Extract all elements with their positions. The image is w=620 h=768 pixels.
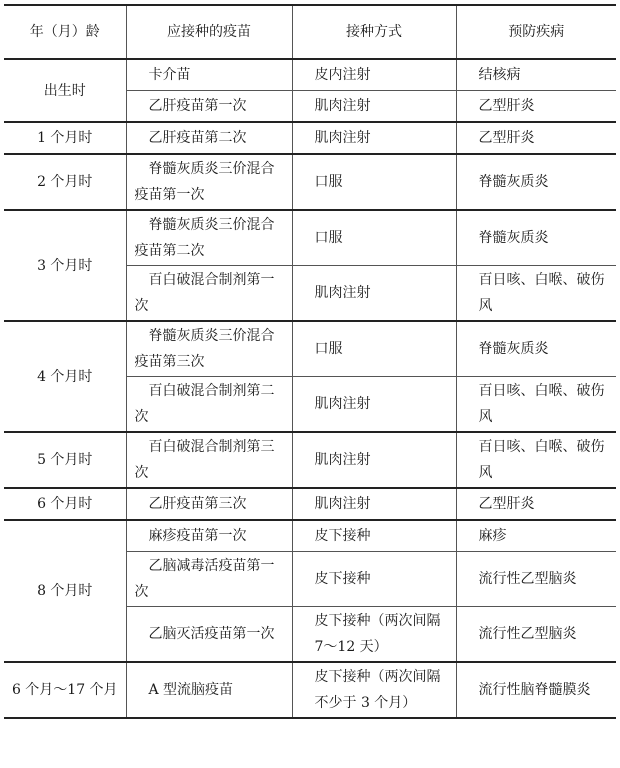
table-row xyxy=(4,122,616,154)
disease-cell: 乙型肝炎 xyxy=(456,488,616,520)
vaccine-cell: 乙脑减毒活疫苗第一次 xyxy=(126,552,292,607)
header-disease: 预防疾病 xyxy=(456,5,616,59)
disease-cell: 麻疹 xyxy=(456,520,616,552)
age-cell: 6 个月时 xyxy=(4,488,126,520)
vaccine-cell: A 型流脑疫苗 xyxy=(126,662,292,718)
method-cell: 口服 xyxy=(292,154,456,210)
age-cell: 5 个月时 xyxy=(4,432,126,488)
table-row xyxy=(4,59,616,91)
table-row xyxy=(4,321,616,377)
method-cell: 肌肉注射 xyxy=(292,122,456,154)
header-row xyxy=(4,5,616,59)
disease-cell: 结核病 xyxy=(456,59,616,91)
vaccine-cell: 卡介苗 xyxy=(126,59,292,91)
table-row xyxy=(4,432,616,488)
vaccine-cell: 百白破混合制剂第一次 xyxy=(126,266,292,322)
disease-cell: 流行性乙型脑炎 xyxy=(456,607,616,663)
vaccine-cell: 乙肝疫苗第三次 xyxy=(126,488,292,520)
method-cell: 口服 xyxy=(292,321,456,377)
age-cell: 1 个月时 xyxy=(4,122,126,154)
disease-cell: 乙型肝炎 xyxy=(456,122,616,154)
disease-cell: 脊髓灰质炎 xyxy=(456,154,616,210)
age-cell: 8 个月时 xyxy=(4,520,126,662)
method-cell: 肌肉注射 xyxy=(292,377,456,433)
header-method: 接种方式 xyxy=(292,5,456,59)
vaccine-cell: 乙肝疫苗第二次 xyxy=(126,122,292,154)
method-cell: 肌肉注射 xyxy=(292,432,456,488)
disease-cell: 流行性乙型脑炎 xyxy=(456,552,616,607)
disease-cell: 百日咳、白喉、破伤风 xyxy=(456,432,616,488)
method-cell: 口服 xyxy=(292,210,456,266)
age-cell: 3 个月时 xyxy=(4,210,126,321)
vaccine-cell: 乙脑灭活疫苗第一次 xyxy=(126,607,292,663)
age-cell: 出生时 xyxy=(4,59,126,122)
header-age: 年（月）龄 xyxy=(4,5,126,59)
age-cell: 6 个月～17 个月 xyxy=(4,662,126,718)
table-row xyxy=(4,488,616,520)
method-cell: 皮下接种 xyxy=(292,520,456,552)
method-cell: 皮下接种（两次间隔不少于 3 个月） xyxy=(292,662,456,718)
vaccine-cell: 脊髓灰质炎三价混合疫苗第三次 xyxy=(126,321,292,377)
method-cell: 肌肉注射 xyxy=(292,91,456,123)
table-row xyxy=(4,210,616,266)
vaccine-cell: 百白破混合制剂第三次 xyxy=(126,432,292,488)
age-cell: 4 个月时 xyxy=(4,321,126,432)
disease-cell: 脊髓灰质炎 xyxy=(456,210,616,266)
vaccine-cell: 麻疹疫苗第一次 xyxy=(126,520,292,552)
header-vaccine: 应接种的疫苗 xyxy=(126,5,292,59)
method-cell: 皮下接种 xyxy=(292,552,456,607)
disease-cell: 流行性脑脊髓膜炎 xyxy=(456,662,616,718)
vaccine-cell: 脊髓灰质炎三价混合疫苗第一次 xyxy=(126,154,292,210)
table-row xyxy=(4,662,616,718)
method-cell: 肌肉注射 xyxy=(292,488,456,520)
method-cell: 皮下接种（两次间隔 7～12 天） xyxy=(292,607,456,663)
disease-cell: 百日咳、白喉、破伤风 xyxy=(456,266,616,322)
disease-cell: 百日咳、白喉、破伤风 xyxy=(456,377,616,433)
vaccine-cell: 脊髓灰质炎三价混合疫苗第二次 xyxy=(126,210,292,266)
vaccine-cell: 百白破混合制剂第二次 xyxy=(126,377,292,433)
table-row xyxy=(4,520,616,552)
disease-cell: 脊髓灰质炎 xyxy=(456,321,616,377)
method-cell: 皮内注射 xyxy=(292,59,456,91)
vaccine-cell: 乙肝疫苗第一次 xyxy=(126,91,292,123)
vaccination-schedule-table xyxy=(4,4,616,719)
age-cell: 2 个月时 xyxy=(4,154,126,210)
method-cell: 肌肉注射 xyxy=(292,266,456,322)
table-row xyxy=(4,154,616,210)
disease-cell: 乙型肝炎 xyxy=(456,91,616,123)
